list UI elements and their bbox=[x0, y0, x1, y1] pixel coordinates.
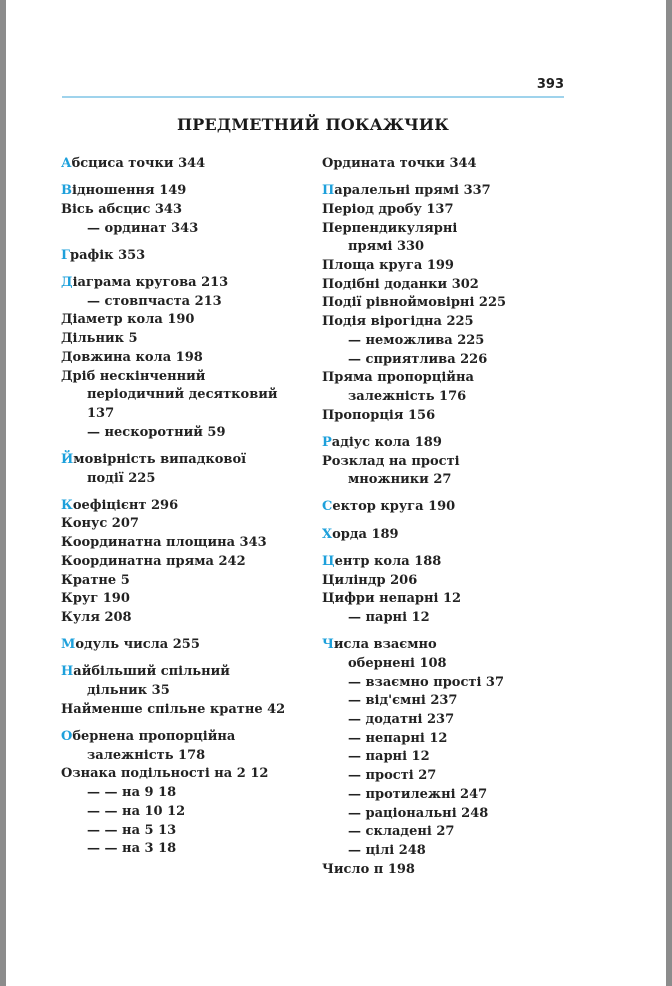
index-subentry bbox=[322, 823, 572, 842]
index-entry-text: — від'ємні 237 bbox=[348, 693, 458, 709]
index-entry-text: періодичний десятковий bbox=[87, 387, 278, 403]
index-entry-text: Період дробу 137 bbox=[322, 201, 454, 217]
index-entry-text: — цілі 248 bbox=[348, 842, 426, 858]
index-entry-text: — парні 12 bbox=[348, 609, 430, 625]
index-entry bbox=[322, 201, 572, 220]
index-subentry bbox=[322, 692, 572, 711]
index-entry-text: прямі 330 bbox=[348, 239, 425, 255]
letter-group-gap bbox=[322, 628, 572, 637]
index-subentry bbox=[322, 842, 572, 861]
index-entry-text: іаграма кругова 213 bbox=[72, 275, 229, 291]
index-subentry bbox=[322, 767, 572, 786]
index-entry-text: — раціональні 248 bbox=[348, 805, 489, 821]
index-entry-text: Діаметр кола 190 bbox=[61, 312, 195, 328]
index-entry-text: Подія вірогідна 225 bbox=[322, 314, 474, 330]
index-entry-text: Ознака подільності на 2 12 bbox=[61, 766, 269, 782]
index-letter-initial: Й bbox=[61, 451, 74, 467]
index-entry bbox=[322, 434, 572, 453]
index-entry bbox=[61, 609, 311, 628]
index-entry-continuation bbox=[322, 388, 572, 407]
index-letter-initial: Г bbox=[61, 247, 70, 263]
index-entry-text: мовірність випадкової bbox=[73, 451, 247, 467]
index-entry bbox=[322, 313, 572, 332]
index-entry-text: Площа круга 199 bbox=[322, 258, 454, 274]
index-entry-text: — взаємно прості 37 bbox=[348, 674, 504, 690]
index-entry-continuation bbox=[322, 655, 572, 674]
index-entry bbox=[61, 728, 311, 747]
index-entry-text: Дріб нескінченний bbox=[61, 368, 206, 384]
index-entry-text: залежність 178 bbox=[87, 747, 206, 763]
index-letter-initial: К bbox=[61, 497, 73, 513]
index-entry bbox=[322, 498, 572, 517]
index-subentry bbox=[322, 674, 572, 693]
index-entry bbox=[61, 201, 311, 220]
index-entry-text: — стовпчаста 213 bbox=[87, 293, 222, 309]
index-entry-text: обернені 108 bbox=[348, 655, 447, 671]
page-number: 393 bbox=[536, 77, 564, 92]
letter-group-gap bbox=[61, 266, 311, 275]
index-entry-text: Конус 207 bbox=[61, 516, 139, 532]
index-letter-initial: А bbox=[61, 156, 72, 171]
index-entry-text: — парні 12 bbox=[348, 749, 430, 765]
index-entry bbox=[61, 368, 311, 387]
index-entry-text: Цифри непарні 12 bbox=[322, 591, 462, 607]
index-entry-text: — — на 5 13 bbox=[87, 822, 177, 838]
index-entry bbox=[322, 636, 572, 655]
index-entry-continuation bbox=[61, 405, 311, 424]
index-entry bbox=[322, 276, 572, 295]
index-entry bbox=[61, 182, 311, 201]
index-entry-text: Дільник 5 bbox=[61, 331, 138, 347]
index-letter-initial: Д bbox=[61, 275, 73, 291]
index-subentry bbox=[61, 784, 311, 803]
index-subentry bbox=[61, 293, 311, 312]
index-entry bbox=[322, 220, 572, 239]
index-letter-initial: В bbox=[61, 183, 72, 199]
index-entry-text: Кратне 5 bbox=[61, 572, 130, 588]
index-letter-initial: П bbox=[322, 183, 335, 199]
index-entry-continuation bbox=[61, 682, 311, 701]
index-entry bbox=[322, 572, 572, 591]
index-entry bbox=[61, 553, 311, 572]
index-entry bbox=[322, 257, 572, 276]
index-entry-text: множники 27 bbox=[348, 472, 452, 488]
index-entry-text: — прості 27 bbox=[348, 768, 437, 784]
index-entry-text: Події рівноймовірні 225 bbox=[322, 295, 507, 311]
index-letter-initial: Ц bbox=[322, 553, 335, 569]
letter-group-gap bbox=[61, 655, 311, 664]
letter-group-gap bbox=[322, 425, 572, 434]
index-column-right bbox=[322, 155, 572, 879]
index-entry-text: бернена пропорційна bbox=[72, 728, 236, 744]
index-subentry bbox=[61, 822, 311, 841]
index-subentry bbox=[322, 805, 572, 824]
index-letter-initial: С bbox=[322, 499, 333, 515]
index-entry-text: ентр кола 188 bbox=[334, 553, 442, 569]
index-entry-text: — сприятлива 226 bbox=[348, 351, 488, 367]
index-entry bbox=[322, 590, 572, 609]
index-entry-text: 137 bbox=[87, 405, 115, 421]
index-entry bbox=[322, 526, 572, 545]
index-entry-text: айбільший спільний bbox=[73, 664, 230, 680]
index-entry-text: — — на 9 18 bbox=[87, 785, 177, 801]
index-subentry bbox=[61, 220, 311, 239]
index-entry-text: дільник 35 bbox=[87, 683, 170, 699]
letter-group-gap bbox=[61, 488, 311, 497]
index-entry-text: — неможлива 225 bbox=[348, 332, 485, 348]
index-entry bbox=[61, 311, 311, 330]
index-letter-initial: Ч bbox=[322, 637, 334, 653]
index-column-left bbox=[61, 155, 311, 859]
index-entry-text: Вісь абсцис 343 bbox=[61, 201, 183, 217]
index-letter-initial: Х bbox=[322, 526, 333, 542]
index-entry bbox=[322, 155, 572, 174]
index-entry bbox=[322, 407, 572, 426]
index-entry-text: одуль числа 255 bbox=[75, 637, 200, 653]
index-entry bbox=[322, 553, 572, 572]
index-entry-text: исла взаємно bbox=[333, 637, 437, 653]
index-entry bbox=[61, 155, 311, 174]
index-entry bbox=[61, 590, 311, 609]
index-entry bbox=[61, 349, 311, 368]
index-entry-text: — додатні 237 bbox=[348, 711, 455, 727]
index-entry-continuation bbox=[322, 471, 572, 490]
index-entry-text: бсциса точки 344 bbox=[71, 156, 206, 171]
index-entry bbox=[61, 330, 311, 349]
index-entry-text: ектор круга 190 bbox=[332, 499, 456, 515]
index-entry-text: Найменше спільне кратне 42 bbox=[61, 701, 286, 717]
index-entry bbox=[322, 369, 572, 388]
index-entry bbox=[322, 861, 572, 880]
index-subentry bbox=[322, 786, 572, 805]
index-subentry bbox=[322, 711, 572, 730]
index-entry-text: ідношення 149 bbox=[72, 183, 187, 199]
index-subentry bbox=[61, 424, 311, 443]
index-entry bbox=[61, 534, 311, 553]
book-page bbox=[6, 0, 666, 986]
index-subentry bbox=[322, 332, 572, 351]
index-entry-continuation bbox=[322, 238, 572, 257]
letter-group-gap bbox=[61, 174, 311, 183]
index-entry bbox=[61, 701, 311, 720]
index-entry-text: залежність 176 bbox=[348, 388, 467, 404]
letter-group-gap bbox=[61, 238, 311, 247]
header-rule bbox=[62, 96, 564, 98]
letter-group-gap bbox=[322, 517, 572, 526]
index-entry-text: Перпендикулярні bbox=[322, 220, 458, 236]
letter-group-gap bbox=[322, 544, 572, 553]
index-entry bbox=[322, 453, 572, 472]
index-entry-text: Координатна пряма 242 bbox=[61, 553, 246, 569]
index-entry-continuation bbox=[61, 747, 311, 766]
index-entry-text: Куля 208 bbox=[61, 609, 132, 625]
index-entry bbox=[322, 294, 572, 313]
index-entry-text: адіус кола 189 bbox=[331, 434, 442, 450]
index-entry bbox=[61, 765, 311, 784]
index-entry bbox=[61, 572, 311, 591]
index-entry-continuation bbox=[61, 470, 311, 489]
index-entry-text: Подібні доданки 302 bbox=[322, 276, 479, 292]
index-subentry bbox=[61, 840, 311, 859]
index-letter-initial: О bbox=[61, 728, 73, 744]
index-entry-text: Координатна площина 343 bbox=[61, 535, 267, 551]
index-entry-text: рафік 353 bbox=[69, 247, 146, 263]
index-entry bbox=[61, 247, 311, 266]
index-entry bbox=[61, 497, 311, 516]
index-entry bbox=[61, 451, 311, 470]
index-entry bbox=[322, 182, 572, 201]
index-entry-continuation bbox=[61, 386, 311, 405]
index-entry-text: оефіцієнт 296 bbox=[72, 497, 179, 513]
index-entry-text: — нескоротний 59 bbox=[87, 424, 226, 440]
index-entry-text: Довжина кола 198 bbox=[61, 349, 203, 365]
page-title: ПРЕДМЕТНИЙ ПОКАЖЧИК bbox=[176, 115, 449, 134]
index-letter-initial: М bbox=[61, 637, 76, 653]
index-entry bbox=[61, 515, 311, 534]
index-entry-text: Ордината точки 344 bbox=[322, 156, 477, 171]
index-subentry bbox=[61, 803, 311, 822]
index-entry bbox=[61, 274, 311, 293]
index-letter-initial: Р bbox=[322, 434, 332, 450]
index-subentry bbox=[322, 609, 572, 628]
index-entry-text: Пропорція 156 bbox=[322, 407, 436, 423]
letter-group-gap bbox=[61, 719, 311, 728]
index-entry-text: орда 189 bbox=[332, 526, 399, 542]
index-letter-initial: Н bbox=[61, 664, 74, 680]
letter-group-gap bbox=[61, 442, 311, 451]
index-entry bbox=[61, 663, 311, 682]
index-entry-text: Розклад на прості bbox=[322, 453, 460, 469]
index-entry bbox=[61, 636, 311, 655]
index-entry-text: Циліндр 206 bbox=[322, 572, 418, 588]
index-entry-text: — — на 3 18 bbox=[87, 841, 177, 857]
index-subentry bbox=[322, 730, 572, 749]
index-subentry bbox=[322, 351, 572, 370]
index-entry-text: — протилежні 247 bbox=[348, 786, 488, 802]
index-entry-text: — ординат 343 bbox=[87, 220, 199, 236]
index-entry-text: події 225 bbox=[87, 470, 156, 486]
index-entry-text: аралельні прямі 337 bbox=[334, 183, 491, 199]
index-entry-text: Пряма пропорційна bbox=[322, 370, 474, 386]
index-entry-text: — складені 27 bbox=[348, 824, 455, 840]
letter-group-gap bbox=[322, 490, 572, 499]
letter-group-gap bbox=[322, 174, 572, 183]
index-entry-text: — непарні 12 bbox=[348, 730, 448, 746]
index-entry-text: Круг 190 bbox=[61, 591, 130, 607]
index-entry-text: Число π 198 bbox=[322, 861, 415, 877]
index-entry-text: — — на 10 12 bbox=[87, 803, 186, 819]
letter-group-gap bbox=[61, 628, 311, 637]
index-subentry bbox=[322, 748, 572, 767]
